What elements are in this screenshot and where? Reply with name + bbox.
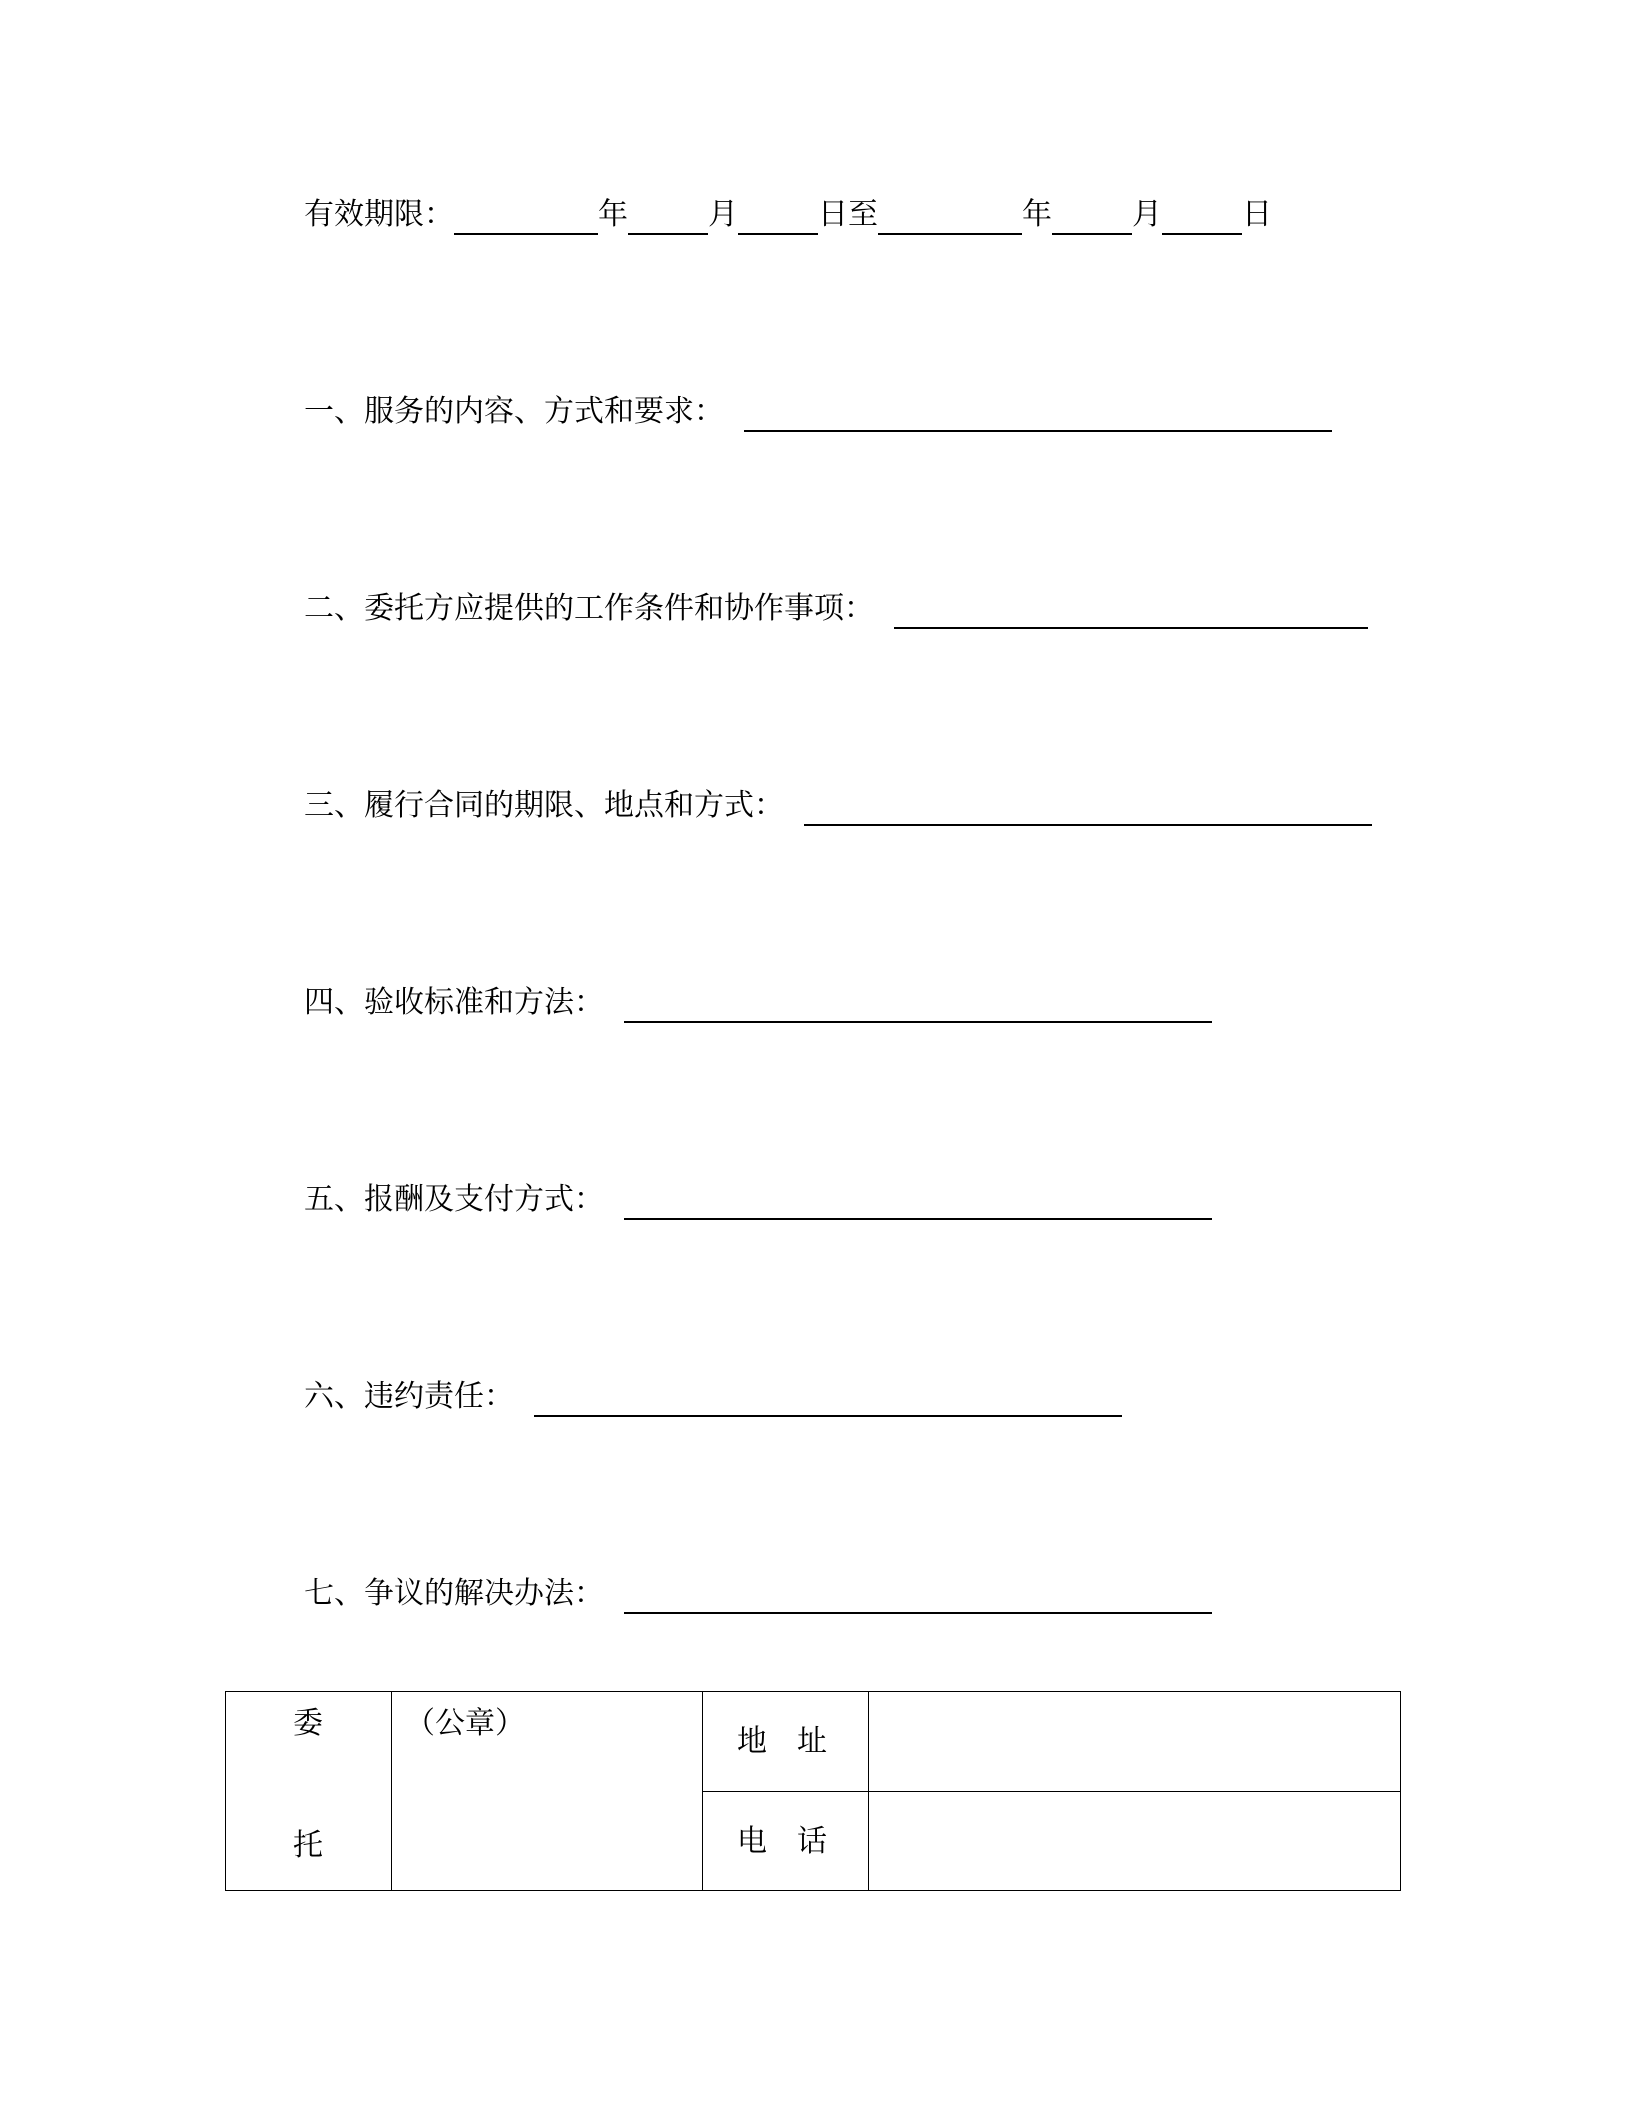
clause-3-line — [304, 786, 1372, 826]
party-char-1: 委 — [293, 1706, 323, 1741]
end-year-blank[interactable] — [878, 199, 1022, 235]
start-month-blank[interactable] — [628, 199, 708, 235]
validity-period-line — [304, 195, 1272, 235]
end-day-unit: 日 — [1242, 197, 1272, 232]
clause-4-label: 四、验收标准和方法： — [304, 985, 604, 1020]
start-year-unit: 年 — [598, 197, 628, 232]
start-year-blank[interactable] — [454, 199, 598, 235]
phone-label: 电 话 — [737, 1824, 827, 1859]
clause-5-label: 五、报酬及支付方式： — [304, 1182, 604, 1217]
address-field[interactable] — [870, 1692, 1400, 1790]
start-month-unit: 月 — [708, 197, 738, 232]
clause-6-label: 六、违约责任： — [304, 1379, 514, 1414]
clause-5-blank[interactable] — [624, 1184, 1212, 1220]
clause-1-blank[interactable] — [744, 396, 1332, 432]
clause-1-line — [304, 392, 1332, 432]
clause-7-line — [304, 1574, 1212, 1614]
start-day-unit: 日至 — [818, 197, 878, 232]
validity-label: 有效期限： — [304, 197, 454, 232]
clause-2-label: 二、委托方应提供的工作条件和协作事项： — [304, 591, 874, 626]
clause-7-label: 七、争议的解决办法： — [304, 1576, 604, 1611]
start-day-blank[interactable] — [738, 199, 818, 235]
end-day-blank[interactable] — [1162, 199, 1242, 235]
table-divider-1 — [391, 1692, 392, 1890]
clause-2-blank[interactable] — [894, 593, 1368, 629]
end-month-unit: 月 — [1132, 197, 1162, 232]
clause-5-line — [304, 1180, 1212, 1220]
clause-6-blank[interactable] — [534, 1381, 1122, 1417]
table-row-divider — [702, 1791, 1400, 1792]
clause-4-line — [304, 983, 1212, 1023]
clause-2-line — [304, 589, 1368, 629]
seal-label: （公章） — [405, 1706, 525, 1741]
address-label: 地 址 — [737, 1724, 827, 1759]
clause-3-blank[interactable] — [804, 790, 1372, 826]
clause-1-label: 一、服务的内容、方式和要求： — [304, 394, 724, 429]
clause-6-line — [304, 1377, 1122, 1417]
seal-cell[interactable] — [393, 1692, 701, 1890]
clause-4-blank[interactable] — [624, 987, 1212, 1023]
clause-3-label: 三、履行合同的期限、地点和方式： — [304, 788, 784, 823]
end-month-blank[interactable] — [1052, 199, 1132, 235]
party-char-2: 托 — [293, 1828, 323, 1863]
phone-field[interactable] — [870, 1793, 1400, 1890]
clause-7-blank[interactable] — [624, 1578, 1212, 1614]
end-year-unit: 年 — [1022, 197, 1052, 232]
signature-table — [225, 1691, 1401, 1891]
